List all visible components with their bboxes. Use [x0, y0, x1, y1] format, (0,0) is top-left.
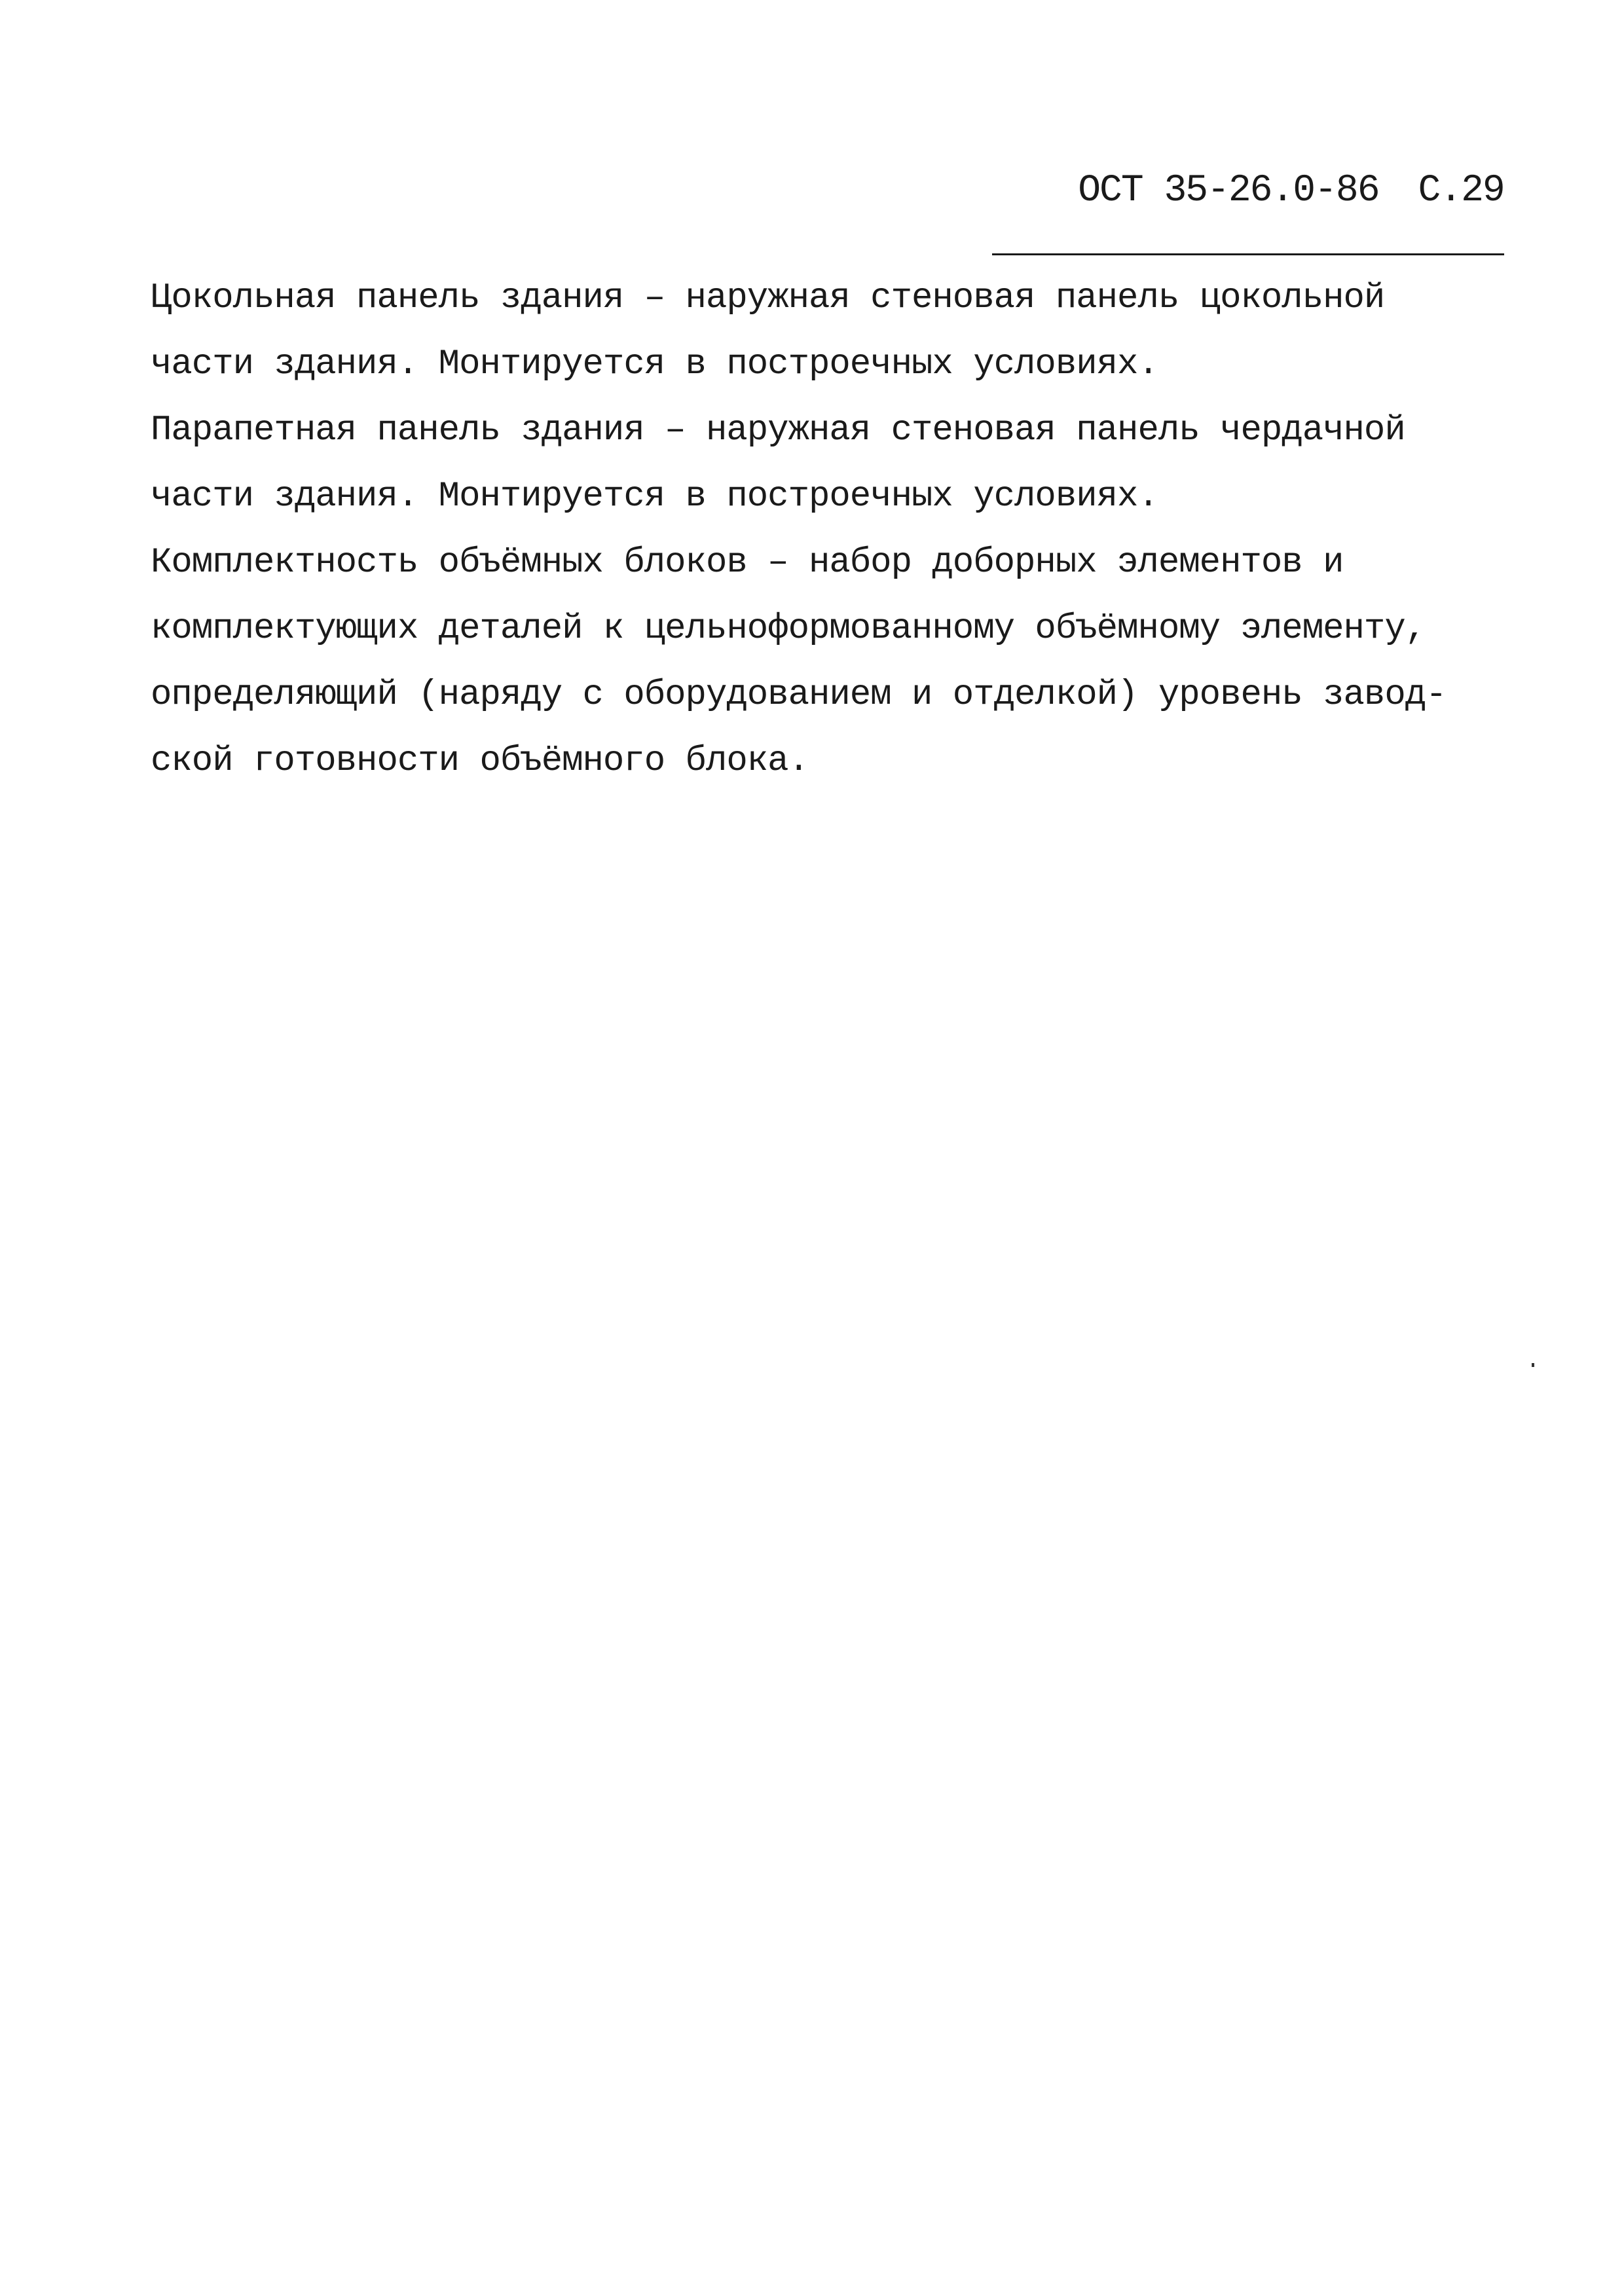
- text-line: Парапетная панель здания – наружная стеновая панель чердачной: [151, 410, 1405, 450]
- text-line: части здания. Монтируется в построечных условиях.: [151, 344, 1158, 384]
- document-number: ОСТ 35-26.0-86: [1078, 170, 1379, 212]
- text-line: части здания. Монтируется в построечных условиях.: [151, 477, 1158, 517]
- page-number: С.29: [1418, 170, 1504, 212]
- text-line: Комплектность объёмных блоков – набор доборных элементов и: [151, 543, 1344, 583]
- page-header: [992, 134, 1504, 255]
- text-line: определяющий (наряду с оборудованием и отделкой) уровень завод-: [151, 675, 1447, 715]
- text-line: комплектующих деталей к цельноформованному объёмному элементу,: [151, 609, 1426, 649]
- text-line: Цокольная панель здания – наружная стеновая панель цокольной: [151, 278, 1385, 318]
- text-line: ской готовности объёмного блока.: [151, 741, 809, 781]
- body-text: [151, 265, 1486, 794]
- scan-speck: [1532, 1363, 1534, 1367]
